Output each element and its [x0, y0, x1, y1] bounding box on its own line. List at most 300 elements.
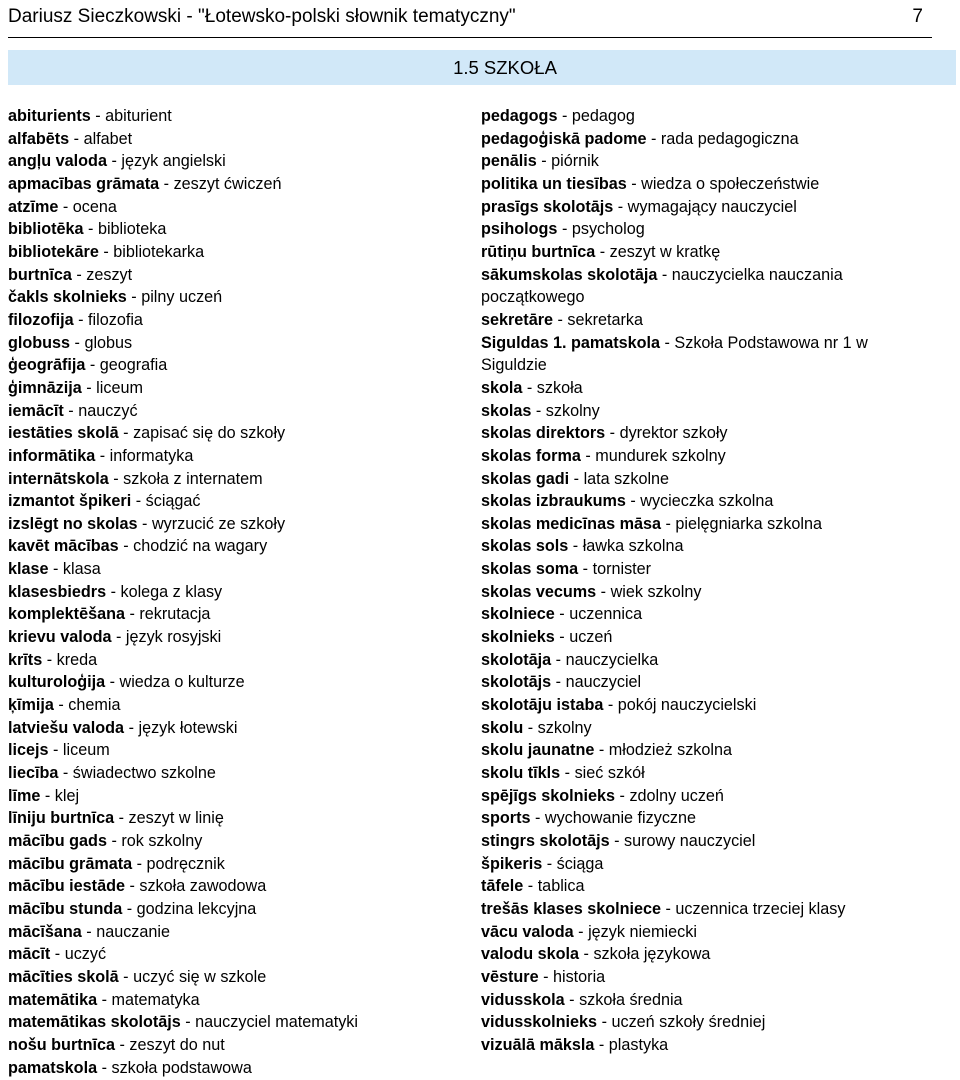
glossary-entry [8, 785, 468, 808]
latvian-term: matemātika [8, 990, 98, 1009]
latvian-term: penālis [481, 152, 537, 171]
polish-translation: mundurek szkolny [595, 446, 726, 465]
glossary-entry [481, 807, 951, 830]
entry-separator: - [95, 446, 110, 465]
entry-separator: - [58, 197, 73, 216]
latvian-term: skolotājs [481, 673, 552, 692]
latvian-term: krievu valoda [8, 628, 112, 647]
polish-translation: sieć szkół [574, 764, 645, 783]
latvian-term: krīts [8, 650, 43, 669]
polish-translation: liceum [62, 741, 110, 760]
glossary-entry [8, 762, 468, 785]
latvian-term: klase [8, 560, 49, 579]
polish-translation: nauczanie [96, 922, 170, 941]
latvian-term: skola [481, 378, 523, 397]
entry-separator: - [124, 605, 140, 624]
glossary-entry [481, 105, 951, 128]
latvian-term: ķīmija [8, 696, 54, 715]
entry-separator: - [180, 1013, 196, 1032]
glossary-entry [481, 830, 951, 853]
entry-separator: - [603, 696, 618, 715]
glossary-entry [8, 400, 468, 423]
entry-separator: - [69, 129, 84, 148]
entry-separator: - [557, 107, 572, 125]
entry-separator: - [594, 1035, 609, 1054]
polish-translation: szkoła średnia [579, 990, 683, 1009]
latvian-term: mācību stunda [8, 899, 123, 918]
polish-translation: rada pedagogiczna [660, 129, 799, 148]
entry-separator: - [580, 446, 596, 465]
polish-translation: pielęgniarka szkolna [675, 514, 823, 533]
entry-separator: - [595, 242, 610, 261]
polish-translation: matematyka [111, 990, 200, 1009]
latvian-term: vizuālā māksla [481, 1035, 595, 1054]
latvian-term: pamatskola [8, 1058, 98, 1077]
polish-translation: zeszyt w kratkę [609, 242, 721, 261]
entry-separator: - [53, 696, 69, 715]
glossary-entry [8, 830, 468, 853]
glossary-entry [481, 762, 951, 785]
glossary-entry [8, 468, 468, 491]
polish-translation: wyrzucić ze szkoły [151, 514, 286, 533]
glossary-entry [8, 671, 468, 694]
latvian-term: sekretāre [481, 310, 554, 329]
entry-separator: - [48, 741, 63, 760]
polish-translation: nauczyciel [565, 673, 642, 692]
polish-translation: szkoła podstawowa [111, 1058, 252, 1077]
glossary-entry [8, 966, 468, 989]
glossary-entry [8, 1034, 468, 1057]
entry-separator: - [536, 152, 552, 171]
entry-separator: - [108, 469, 124, 488]
entry-separator: - [609, 832, 625, 850]
glossary-entry [8, 422, 468, 445]
glossary-entry [481, 898, 951, 921]
latvian-term: sports [481, 809, 531, 828]
polish-translation: uczyć się w szkole [133, 967, 267, 986]
latvian-term: skolas [481, 401, 532, 420]
entry-separator: - [594, 741, 609, 760]
latvian-term: liecība [8, 764, 59, 783]
latvian-term: pedagoģiskā padome [481, 129, 647, 148]
entry-separator: - [597, 1013, 612, 1032]
glossary-entry [8, 264, 468, 287]
entry-separator: - [564, 990, 580, 1009]
right-glossary-column [481, 105, 951, 1057]
glossary-entry [8, 739, 468, 762]
latvian-term: ģimnāzija [8, 378, 82, 397]
polish-translation: świadectwo szkolne [72, 764, 216, 783]
polish-translation: pokój nauczycielski [617, 696, 757, 715]
glossary-entry [8, 921, 468, 944]
polish-translation: sekretarka [567, 310, 643, 329]
polish-translation: szkoła zawodowa [139, 877, 267, 896]
glossary-entry [481, 128, 951, 151]
polish-translation: ocena [72, 197, 117, 216]
section-heading-band [8, 50, 956, 85]
entry-separator: - [124, 718, 139, 737]
polish-translation: wiedza o społeczeństwie [641, 174, 820, 193]
polish-translation: dyrektor szkoły [619, 424, 728, 443]
latvian-term: abiturients [8, 107, 91, 125]
entry-separator: - [106, 152, 122, 171]
entry-separator: - [97, 990, 112, 1009]
latvian-term: skolotāja [481, 650, 552, 669]
latvian-term: pedagogs [481, 107, 558, 125]
entry-separator: - [111, 628, 126, 647]
latvian-term: špikeris [481, 854, 543, 873]
glossary-entry [481, 626, 951, 649]
glossary-entry [481, 196, 951, 219]
entry-separator: - [98, 242, 114, 261]
latvian-term: mācīties skolā [8, 967, 119, 986]
entry-separator: - [159, 174, 174, 193]
glossary-entry [481, 785, 951, 808]
entry-separator: - [124, 877, 140, 896]
polish-translation: psycholog [571, 220, 645, 239]
polish-translation: język łotewski [138, 718, 238, 737]
glossary-entry [481, 241, 951, 264]
entry-separator: - [657, 265, 672, 284]
entry-separator: - [118, 537, 134, 556]
latvian-term: ģeogrāfija [8, 356, 86, 375]
glossary-entry [8, 603, 468, 626]
latvian-term: nošu burtnīca [8, 1035, 116, 1054]
latvian-term: stingrs skolotājs [481, 832, 610, 850]
glossary-entry [8, 1011, 468, 1034]
entry-separator: - [131, 492, 146, 511]
glossary-entry [481, 422, 951, 445]
glossary-entry [481, 694, 951, 717]
polish-translation: język angielski [121, 152, 226, 171]
polish-translation: zapisać się do szkoły [133, 424, 286, 443]
glossary-entry [481, 558, 951, 581]
glossary-entry [8, 694, 468, 717]
polish-translation: nauczyć [78, 401, 138, 420]
glossary-entry [481, 490, 951, 513]
polish-translation: pedagog [571, 107, 635, 125]
entry-separator: - [569, 469, 584, 488]
latvian-term: atzīme [8, 197, 59, 216]
latvian-term: apmacības grāmata [8, 174, 160, 193]
polish-translation: wymagający nauczyciel [627, 197, 797, 216]
glossary-entry [8, 1057, 468, 1080]
entry-separator: - [73, 310, 89, 329]
entry-separator: - [560, 764, 575, 783]
polish-translation: lata szkolne [583, 469, 670, 488]
glossary-entry [8, 649, 468, 672]
latvian-term: skolnieks [481, 628, 555, 647]
entry-separator: - [573, 922, 589, 941]
glossary-entry [481, 150, 951, 173]
latvian-term: skolniece [481, 605, 555, 624]
entry-separator: - [531, 401, 546, 420]
latvian-term: licejs [8, 741, 49, 760]
polish-translation: zeszyt w linię [128, 809, 224, 828]
latvian-term: mācību grāmata [8, 854, 133, 873]
entry-separator: - [551, 673, 566, 692]
polish-translation: wycieczka szkolna [640, 492, 774, 511]
latvian-term: vācu valoda [481, 922, 574, 941]
polish-translation: szkolny [537, 718, 592, 737]
glossary-entry [481, 739, 951, 762]
latvian-term: sākumskolas skolotāja [481, 265, 658, 284]
polish-translation: uczyć [64, 945, 107, 964]
latvian-term: bibliotēka [8, 220, 84, 239]
polish-translation: podręcznik [146, 854, 225, 873]
glossary-entry [8, 128, 468, 151]
polish-translation: piórnik [551, 152, 599, 171]
latvian-term: vidusskolnieks [481, 1013, 598, 1032]
glossary-entry [8, 105, 468, 128]
glossary-entry [481, 535, 951, 558]
latvian-term: skolas soma [481, 560, 579, 579]
latvian-term: līniju burtnīca [8, 809, 115, 828]
entry-separator: - [114, 809, 129, 828]
polish-translation: język niemiecki [588, 922, 697, 941]
latvian-term: čakls skolnieks [8, 288, 127, 307]
polish-translation: ściąga [556, 854, 604, 873]
glossary-entry [8, 173, 468, 196]
polish-translation: zeszyt do nut [129, 1035, 225, 1054]
entry-separator: - [615, 786, 630, 805]
polish-translation: wychowanie fizyczne [544, 809, 697, 828]
latvian-term: globuss [8, 333, 71, 352]
latvian-term: skolu jaunatne [481, 741, 595, 760]
latvian-term: mācīt [8, 945, 51, 964]
polish-translation: zdolny uczeń [629, 786, 724, 805]
glossary-entry [481, 218, 951, 241]
glossary-entry [481, 264, 951, 287]
glossary-entry [481, 581, 951, 604]
latvian-term: politika un tiesības [481, 174, 627, 193]
latvian-term: alfabēts [8, 129, 70, 148]
latvian-term: kavēt mācības [8, 537, 119, 556]
entry-separator: - [530, 809, 545, 828]
polish-translation: globus [84, 333, 133, 352]
latvian-term: spējīgs skolnieks [481, 786, 616, 805]
latvian-term: trešās klases skolniece [481, 899, 661, 918]
glossary-entry [8, 286, 468, 309]
entry-separator: - [118, 424, 134, 443]
latvian-term: burtnīca [8, 265, 72, 284]
glossary-entry [481, 649, 951, 672]
glossary-entry [8, 218, 468, 241]
polish-translation: tornister [592, 560, 652, 579]
latvian-term: valodu skola [481, 945, 580, 964]
latvian-term: kulturoloģija [8, 673, 106, 692]
glossary-entry [8, 807, 468, 830]
entry-separator: - [42, 650, 57, 669]
polish-translation: wiek szkolny [610, 582, 702, 601]
entry-separator: - [122, 899, 137, 918]
entry-separator: - [557, 220, 572, 239]
glossary-entry [8, 558, 468, 581]
polish-translation: nauczycielka nauczania [671, 265, 843, 284]
latvian-term: skolas sols [481, 537, 569, 556]
entry-separator: - [48, 560, 63, 579]
glossary-entry [8, 332, 468, 355]
glossary-entry [8, 309, 468, 332]
entry-separator: - [63, 401, 79, 420]
entry-separator: - [81, 378, 97, 397]
polish-translation: język rosyjski [125, 628, 222, 647]
latvian-term: latviešu valoda [8, 718, 125, 737]
glossary-entry [8, 943, 468, 966]
page-number: 7 [912, 6, 923, 27]
glossary-entry [481, 354, 951, 377]
entry-separator: - [522, 378, 537, 397]
glossary-entry [8, 377, 468, 400]
latvian-term: Siguldas 1. pamatskola [481, 333, 661, 352]
polish-translation: Szkoła Podstawowa nr 1 w [674, 333, 868, 352]
latvian-term: rūtiņu burtnīca [481, 242, 596, 261]
glossary-entry [481, 989, 951, 1012]
polish-translation: rekrutacja [139, 605, 211, 624]
latvian-term: psihologs [481, 220, 558, 239]
entry-separator: - [538, 967, 553, 986]
entry-separator: - [596, 582, 611, 601]
glossary-entry [481, 671, 951, 694]
entry-separator: - [106, 832, 122, 850]
entry-separator: - [554, 628, 570, 647]
latvian-term: izmantot špikeri [8, 492, 132, 511]
glossary-entry [8, 626, 468, 649]
entry-separator: - [626, 174, 642, 193]
glossary-entry [481, 173, 951, 196]
polish-translation: młodzież szkolna [608, 741, 732, 760]
latvian-term: klasesbiedrs [8, 582, 107, 601]
entry-separator: - [58, 764, 73, 783]
entry-separator: - [605, 424, 620, 443]
entry-separator: - [70, 333, 85, 352]
glossary-entry [481, 377, 951, 400]
glossary-entry [8, 513, 468, 536]
latvian-term: informātika [8, 446, 96, 465]
section-title: 1.5 SZKOŁA [453, 57, 557, 78]
glossary-entry [481, 286, 951, 309]
polish-translation: szkoła językowa [593, 945, 711, 964]
polish-translation: abiturient [105, 107, 172, 125]
polish-translation: szkoła [536, 378, 583, 397]
entry-separator: - [40, 786, 55, 805]
polish-translation: surowy nauczyciel [624, 832, 756, 850]
latvian-term: skolas izbraukums [481, 492, 626, 511]
polish-translation: chemia [68, 696, 121, 715]
latvian-term: skolas medicīnas māsa [481, 514, 661, 533]
header-divider [8, 37, 932, 38]
latvian-term: internātskola [8, 469, 109, 488]
polish-translation: szkolny [545, 401, 600, 420]
glossary-entry [8, 717, 468, 740]
latvian-term: prasīgs skolotājs [481, 197, 614, 216]
entry-separator: - [542, 854, 557, 873]
glossary-entry [8, 535, 468, 558]
polish-translation: szkoła z internatem [123, 469, 263, 488]
latvian-term: skolotāju istaba [481, 696, 604, 715]
entry-separator: - [523, 877, 538, 896]
latvian-term: skolas forma [481, 446, 581, 465]
polish-translation: filozofia [88, 310, 143, 329]
entry-separator: - [613, 197, 628, 216]
glossary-entry [8, 150, 468, 173]
entry-separator: - [71, 265, 87, 284]
glossary-entry [8, 898, 468, 921]
glossary-entry [8, 581, 468, 604]
glossary-entry [8, 989, 468, 1012]
glossary-entry [8, 490, 468, 513]
polish-translation: Siguldzie [481, 356, 547, 375]
polish-translation: geografia [99, 356, 168, 375]
polish-translation: godzina lekcyjna [136, 899, 257, 918]
entry-separator: - [137, 514, 152, 533]
glossary-entry [8, 853, 468, 876]
polish-translation: uczeń szkoły średniej [611, 1013, 766, 1032]
entry-separator: - [118, 967, 134, 986]
entry-separator: - [523, 718, 538, 737]
glossary-entry [481, 445, 951, 468]
entry-separator: - [50, 945, 65, 964]
polish-translation: pilny uczeń [141, 288, 223, 307]
glossary-entry [481, 943, 951, 966]
polish-translation: klej [54, 786, 80, 805]
entry-separator: - [578, 560, 593, 579]
latvian-term: iemācīt [8, 401, 64, 420]
polish-translation: alfabet [83, 129, 133, 148]
glossary-entry [481, 966, 951, 989]
document-title: Dariusz Sieczkowski - "Łotewsko-polski słownik tematyczny" [8, 6, 516, 27]
entry-separator: - [81, 922, 97, 941]
glossary-entry [481, 1034, 951, 1057]
polish-translation: tablica [537, 877, 585, 896]
left-glossary-column [8, 105, 468, 1079]
entry-separator: - [579, 945, 594, 964]
latvian-term: vidusskola [481, 990, 565, 1009]
entry-separator: - [554, 605, 570, 624]
glossary-entry [8, 875, 468, 898]
glossary-entry [8, 241, 468, 264]
latvian-term: izslēgt no skolas [8, 514, 138, 533]
latvian-term: vēsture [481, 967, 539, 986]
polish-translation: plastyka [608, 1035, 669, 1054]
polish-translation: kreda [56, 650, 98, 669]
polish-translation: zeszyt [86, 265, 133, 284]
latvian-term: iestāties skolā [8, 424, 119, 443]
polish-translation: wiedza o kulturze [119, 673, 245, 692]
glossary-entry [481, 603, 951, 626]
entry-separator: - [661, 899, 676, 918]
polish-translation: klasa [62, 560, 101, 579]
glossary-entry [481, 513, 951, 536]
latvian-term: skolu [481, 718, 524, 737]
polish-translation: historia [552, 967, 606, 986]
polish-translation: biblioteka [97, 220, 167, 239]
glossary-entry [481, 875, 951, 898]
latvian-term: skolas vecums [481, 582, 597, 601]
entry-separator: - [90, 107, 106, 125]
latvian-term: mācīšana [8, 922, 82, 941]
latvian-term: filozofija [8, 310, 74, 329]
entry-separator: - [660, 333, 675, 352]
polish-translation: zeszyt ćwiczeń [173, 174, 282, 193]
polish-translation: ściągać [145, 492, 201, 511]
entry-separator: - [553, 310, 568, 329]
page-header [8, 2, 928, 32]
latvian-term: komplektēšana [8, 605, 125, 624]
polish-translation: liceum [96, 378, 143, 397]
glossary-entry [8, 354, 468, 377]
latvian-term: līme [8, 786, 41, 805]
